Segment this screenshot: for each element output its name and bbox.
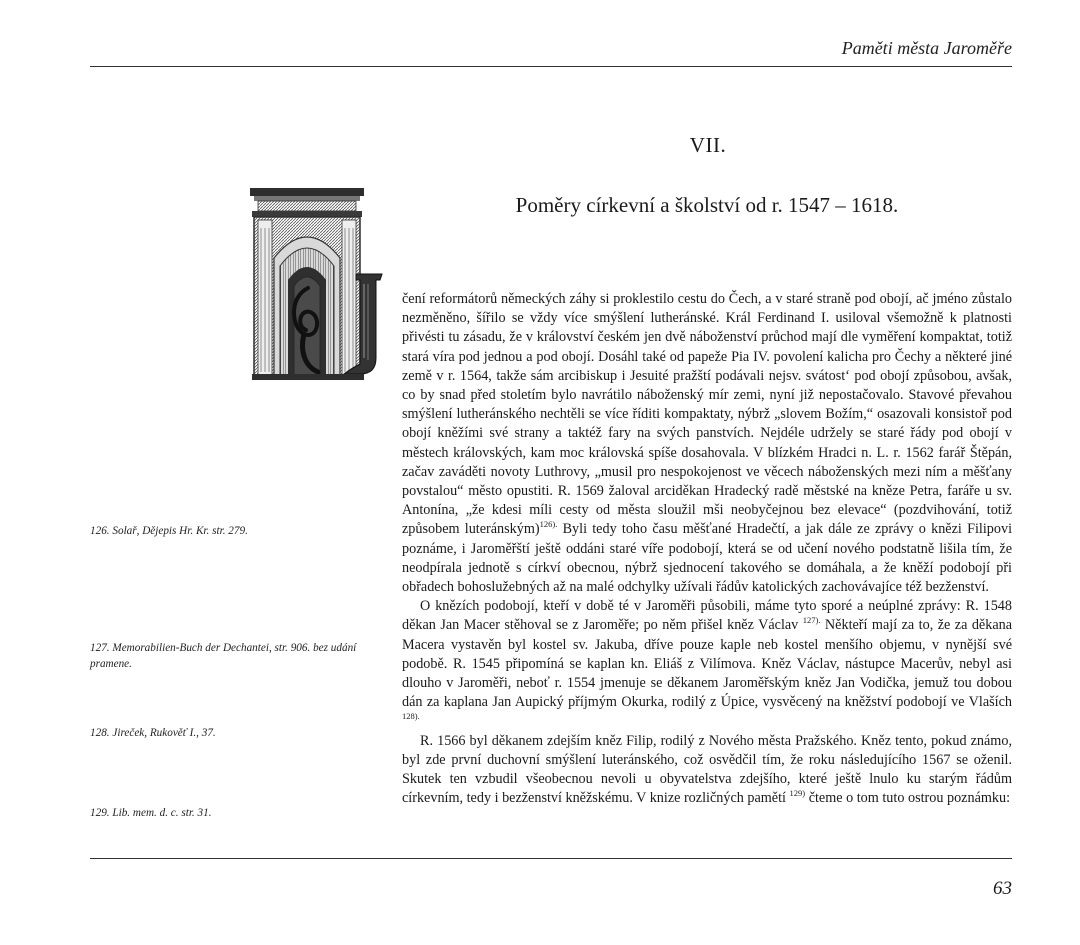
- footnote-ref-129: 129): [789, 788, 806, 799]
- paragraph-2: [402, 597, 1012, 731]
- footer-rule: [90, 858, 1012, 859]
- ornamental-initial-illustration: [248, 188, 396, 382]
- header-rule: [90, 66, 1012, 67]
- paragraph-3: [402, 732, 1012, 809]
- footnote-129: 129. Lib. mem. d. c. str. 31.: [90, 807, 212, 819]
- paragraph-2-text-b: Někteří mají za to, že za děkana Macera vystavěn byl kostel sv. Jakuba, dříve pouze kaple neb kostel menšího objemu, v nynější své podobě. R. 1545 připomíná se kaplan kn. Eliáš z Vilímova. Kněz Václav, nástupce Macerův, nebyl asi dlouho v Jaroměři, neboť r. 1554 jmenuje se děkanem Jaroměřským kněz Jan Vodička, jemuž tou dobou dán za kaplana Jan Aupický příjmým Okurka, rodilý z Úpice, vysvěcený na kněžství podobojí ve Vlaších: [402, 617, 1013, 711]
- page-number: 63: [993, 878, 1012, 899]
- footnote-127: 127. Memorabilien-Buch der Dechantei, str. 906. bez udání pramene.: [90, 642, 357, 670]
- body-text: [402, 290, 1012, 808]
- footnote-ref-128: 128).: [402, 711, 420, 722]
- chapter-number: VII.: [689, 133, 727, 157]
- paragraph-1: [402, 290, 1012, 597]
- paragraph-2-text-a: O knězích podobojí, kteří v době té v Jaroměři působili, máme tyto sporé a neúplné zprávy: R. 1548 děkan Jan Macer stěhoval se z Jaroměře; po něm přišel kněz Václav: [402, 598, 1012, 634]
- paragraph-1-text-a: čení reformátorů německých záhy si proklestilo cestu do Čech, a v staré straně pod obojí, ač jméno zůstalo nezměněno, šířilo se vždy více smýšlení lutheránské. Král Ferdinand I. usiloval všemožně k platnosti přivésti tu zásadu, že v království českém jen dvě náboženství průchod mají dle vyměření kompaktat, totiž stará víra pod jednou a pod obojí. Dosáhl také od papeže Pia IV. povolení kalicha pro Čechy a některé jiné země v r. 1564, takže sám arcibiskup i Jesuité pražští podávali nejsv. svátost‘ pod obojí způsobou, avšak, co by snad před stoletím bylo navrátilo náboženský mír zemi, nyní již nepostačovalo. Stavové převahou smýšlení lutheránského nechtěli se více říditi kompaktaty, nýbrž „slovem Božím,“ osazovali konsistoř pod obojí kněžími své strany a taktéž fary na svých panstvích. Nejdéle udržely se staré řády pod obojí v městech královských, kam moc královská spíše dosahovala. V blízkém Hradci n. L. r. 1562 farář Štěpán, začav zaváděti novoty Luthrovy, „musil pro nespokojenost ve věcech náboženských mezi ním a měšťany povstalou“ město opustiti. R. 1569 žaloval arciděkan Hradecký radě městské na kněze Petra, faráře u sv. Antonína, „že kdesi míli cesty od města sloužil mši neobyčejnou bez elevace“ (pozdvihování, totiž způsobem luteránským): [402, 291, 1012, 538]
- footnote-126: 126. Solař, Dějepis Hr. Kr. str. 279.: [90, 525, 248, 537]
- footnote-ref-127: 127).: [802, 615, 821, 626]
- footnote-128: 128. Jireček, Rukověť I., 37.: [90, 727, 216, 739]
- chapter-title: Poměry církevní a školství od r. 1547 – 1618.: [515, 193, 899, 217]
- footnote-ref-126: 126).: [539, 519, 558, 530]
- paragraph-3-text-b: čteme o tom tuto ostrou poznámku:: [805, 790, 1011, 807]
- decorative-initial: [248, 188, 396, 382]
- paragraph-1-text-b: Byli tedy toho času měšťané Hradečtí, a jak dále ze zprávy o knězi Filipovi poznáme, i Jaroměřští ještě oddáni staré víře podobojí, která se od učení nového podstatně lišila tím, že neodpírala jednotě s církví obecnou, nýbrž sjednocení takového se domáhala, a že kněží podobojí při obřadech bohoslužebných až na malé odchylky užívali řádův katolických zachovávajíce též bezženství.: [402, 521, 1013, 596]
- running-head-title: Paměti města Jaroměře: [841, 38, 1012, 58]
- paragraph-3-text-a: R. 1566 byl děkanem zdejším kněz Filip, rodilý z Nového města Pražského. Kněz tento, pokud známo, byl zde první duchovní smýšlení luteránského, což osvědčil tím, že roku následujícího 1567 se oženil. Skutek ten vzbudil všeobecnou nevoli u obyvatelstva zdejšího, které ještě lnulo ku starým řádům církevním, tedy i bezženství kněžskému. V knize rozličných pamětí: [402, 732, 1012, 807]
